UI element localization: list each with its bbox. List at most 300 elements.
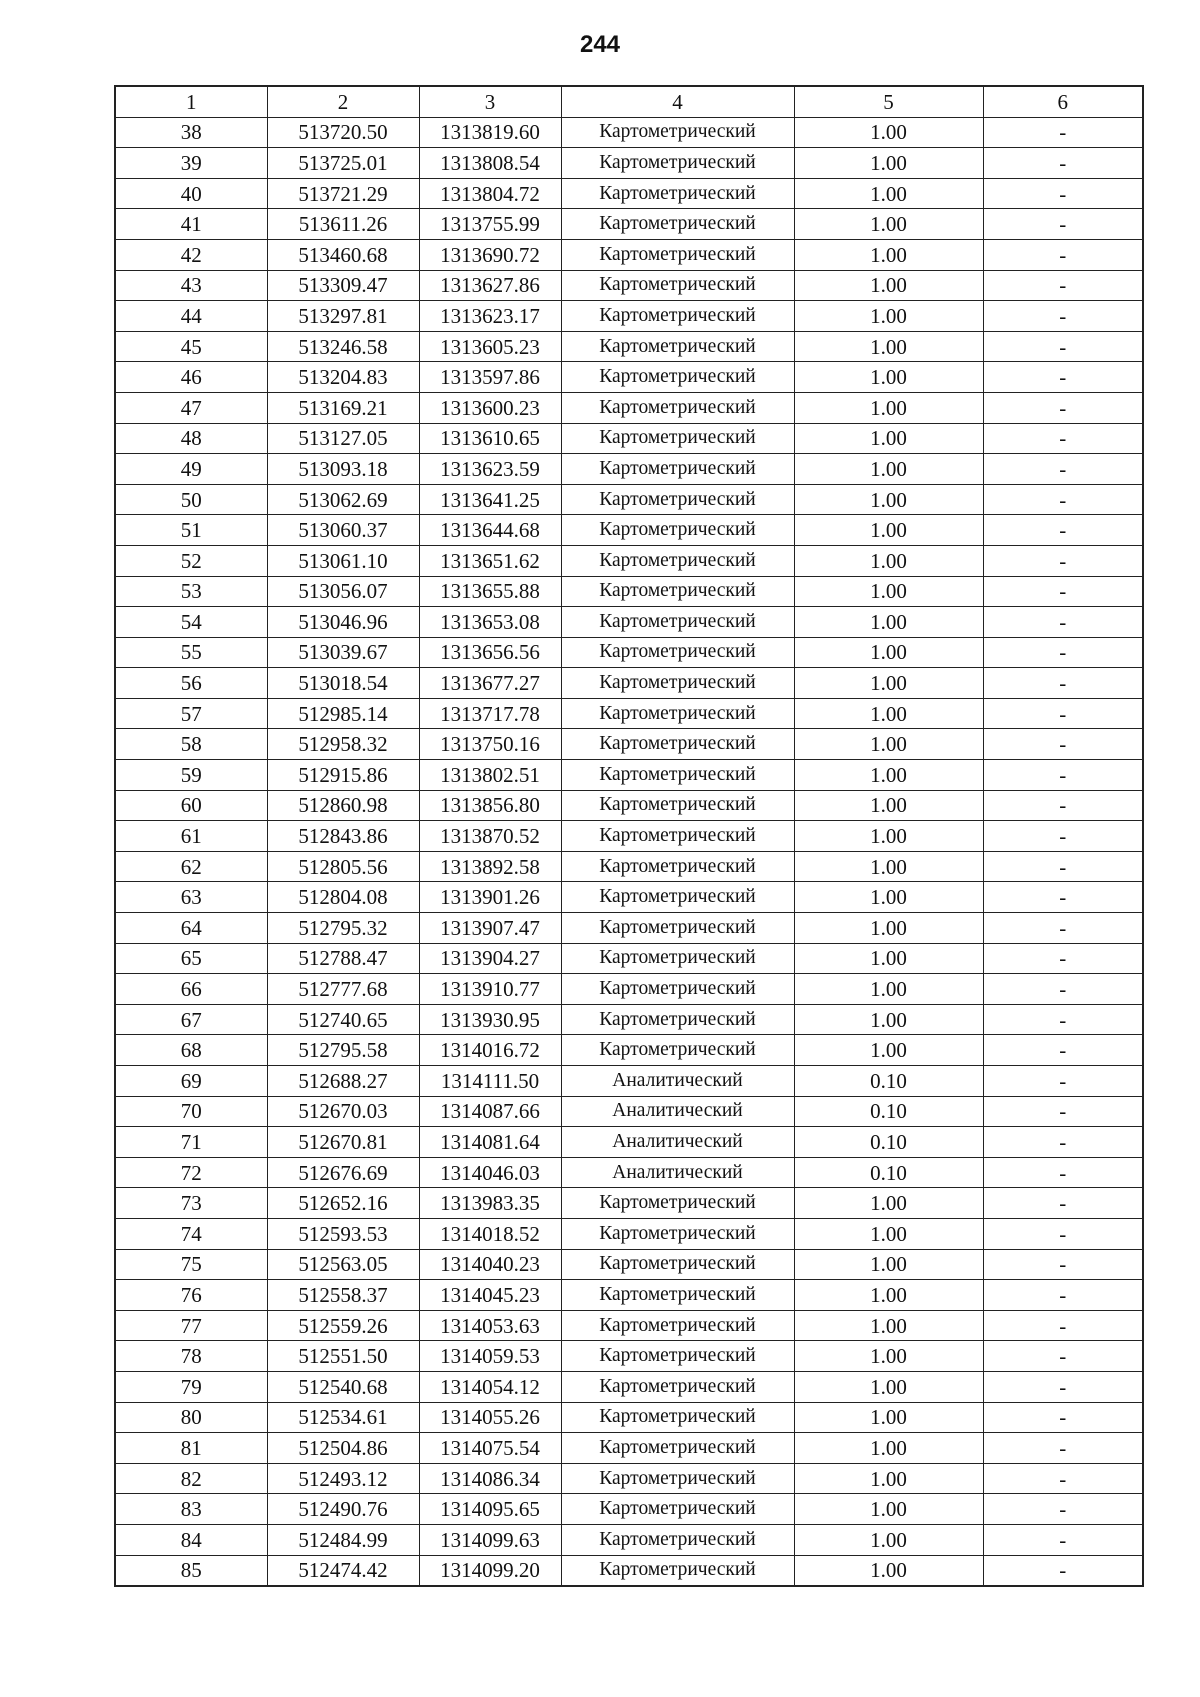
y-coordinate-cell: 1314095.65 xyxy=(419,1494,561,1525)
accuracy-cell: 1.00 xyxy=(794,239,983,270)
y-coordinate-cell: 1313653.08 xyxy=(419,607,561,638)
point-number-cell: 73 xyxy=(115,1188,267,1219)
point-number-cell: 45 xyxy=(115,331,267,362)
method-cell: Картометрический xyxy=(561,362,794,393)
accuracy-cell: 1.00 xyxy=(794,1035,983,1066)
point-number-cell: 49 xyxy=(115,454,267,485)
point-number-cell: 61 xyxy=(115,821,267,852)
accuracy-cell: 1.00 xyxy=(794,576,983,607)
x-coordinate-cell: 512795.32 xyxy=(267,913,419,944)
column-header: 6 xyxy=(983,86,1143,117)
note-cell: - xyxy=(983,607,1143,638)
y-coordinate-cell: 1313910.77 xyxy=(419,974,561,1005)
table-row xyxy=(115,851,1143,882)
y-coordinate-cell: 1313656.56 xyxy=(419,637,561,668)
note-cell: - xyxy=(983,637,1143,668)
table-row xyxy=(115,239,1143,270)
y-coordinate-cell: 1314099.63 xyxy=(419,1524,561,1555)
method-cell: Картометрический xyxy=(561,545,794,576)
coordinates-table xyxy=(114,85,1144,1587)
method-cell: Картометрический xyxy=(561,454,794,485)
x-coordinate-cell: 512593.53 xyxy=(267,1218,419,1249)
note-cell: - xyxy=(983,270,1143,301)
x-coordinate-cell: 512670.03 xyxy=(267,1096,419,1127)
y-coordinate-cell: 1313907.47 xyxy=(419,913,561,944)
table-row xyxy=(115,1035,1143,1066)
point-number-cell: 52 xyxy=(115,545,267,576)
method-cell: Картометрический xyxy=(561,178,794,209)
point-number-cell: 68 xyxy=(115,1035,267,1066)
table-row xyxy=(115,178,1143,209)
table-row xyxy=(115,607,1143,638)
table-row xyxy=(115,362,1143,393)
method-cell: Картометрический xyxy=(561,943,794,974)
method-cell: Картометрический xyxy=(561,1494,794,1525)
x-coordinate-cell: 512504.86 xyxy=(267,1433,419,1464)
point-number-cell: 43 xyxy=(115,270,267,301)
y-coordinate-cell: 1314059.53 xyxy=(419,1341,561,1372)
x-coordinate-cell: 513093.18 xyxy=(267,454,419,485)
method-cell: Картометрический xyxy=(561,607,794,638)
x-coordinate-cell: 512985.14 xyxy=(267,698,419,729)
table-row xyxy=(115,1218,1143,1249)
y-coordinate-cell: 1313819.60 xyxy=(419,117,561,148)
x-coordinate-cell: 513127.05 xyxy=(267,423,419,454)
x-coordinate-cell: 513460.68 xyxy=(267,239,419,270)
note-cell: - xyxy=(983,790,1143,821)
note-cell: - xyxy=(983,1066,1143,1097)
note-cell: - xyxy=(983,362,1143,393)
method-cell: Картометрический xyxy=(561,1463,794,1494)
table-row xyxy=(115,484,1143,515)
method-cell: Картометрический xyxy=(561,974,794,1005)
point-number-cell: 58 xyxy=(115,729,267,760)
column-header: 4 xyxy=(561,86,794,117)
method-cell: Картометрический xyxy=(561,148,794,179)
note-cell: - xyxy=(983,1280,1143,1311)
table-row xyxy=(115,1402,1143,1433)
note-cell: - xyxy=(983,698,1143,729)
y-coordinate-cell: 1314016.72 xyxy=(419,1035,561,1066)
accuracy-cell: 1.00 xyxy=(794,423,983,454)
table-row xyxy=(115,1433,1143,1464)
point-number-cell: 62 xyxy=(115,851,267,882)
table-row xyxy=(115,1280,1143,1311)
x-coordinate-cell: 512788.47 xyxy=(267,943,419,974)
accuracy-cell: 1.00 xyxy=(794,392,983,423)
note-cell: - xyxy=(983,1249,1143,1280)
note-cell: - xyxy=(983,117,1143,148)
y-coordinate-cell: 1313983.35 xyxy=(419,1188,561,1219)
note-cell: - xyxy=(983,760,1143,791)
y-coordinate-cell: 1314054.12 xyxy=(419,1371,561,1402)
accuracy-cell: 1.00 xyxy=(794,148,983,179)
point-number-cell: 40 xyxy=(115,178,267,209)
x-coordinate-cell: 513246.58 xyxy=(267,331,419,362)
note-cell: - xyxy=(983,392,1143,423)
x-coordinate-cell: 512540.68 xyxy=(267,1371,419,1402)
method-cell: Картометрический xyxy=(561,515,794,546)
accuracy-cell: 1.00 xyxy=(794,178,983,209)
x-coordinate-cell: 512563.05 xyxy=(267,1249,419,1280)
method-cell: Картометрический xyxy=(561,1218,794,1249)
table-row xyxy=(115,821,1143,852)
point-number-cell: 66 xyxy=(115,974,267,1005)
accuracy-cell: 1.00 xyxy=(794,913,983,944)
accuracy-cell: 1.00 xyxy=(794,362,983,393)
method-cell: Картометрический xyxy=(561,1188,794,1219)
point-number-cell: 65 xyxy=(115,943,267,974)
method-cell: Картометрический xyxy=(561,1524,794,1555)
y-coordinate-cell: 1313623.17 xyxy=(419,301,561,332)
note-cell: - xyxy=(983,1157,1143,1188)
accuracy-cell: 1.00 xyxy=(794,1249,983,1280)
accuracy-cell: 1.00 xyxy=(794,1004,983,1035)
table-row xyxy=(115,301,1143,332)
note-cell: - xyxy=(983,1524,1143,1555)
x-coordinate-cell: 513061.10 xyxy=(267,545,419,576)
table-row xyxy=(115,760,1143,791)
note-cell: - xyxy=(983,1402,1143,1433)
note-cell: - xyxy=(983,1494,1143,1525)
point-number-cell: 82 xyxy=(115,1463,267,1494)
note-cell: - xyxy=(983,729,1143,760)
y-coordinate-cell: 1313804.72 xyxy=(419,178,561,209)
point-number-cell: 78 xyxy=(115,1341,267,1372)
accuracy-cell: 1.00 xyxy=(794,1433,983,1464)
table-row xyxy=(115,943,1143,974)
x-coordinate-cell: 512795.58 xyxy=(267,1035,419,1066)
point-number-cell: 39 xyxy=(115,148,267,179)
accuracy-cell: 1.00 xyxy=(794,637,983,668)
method-cell: Картометрический xyxy=(561,698,794,729)
table-row xyxy=(115,1127,1143,1158)
note-cell: - xyxy=(983,1310,1143,1341)
point-number-cell: 75 xyxy=(115,1249,267,1280)
x-coordinate-cell: 513725.01 xyxy=(267,148,419,179)
x-coordinate-cell: 513309.47 xyxy=(267,270,419,301)
y-coordinate-cell: 1314040.23 xyxy=(419,1249,561,1280)
y-coordinate-cell: 1314099.20 xyxy=(419,1555,561,1586)
y-coordinate-cell: 1314046.03 xyxy=(419,1157,561,1188)
x-coordinate-cell: 512740.65 xyxy=(267,1004,419,1035)
accuracy-cell: 1.00 xyxy=(794,668,983,699)
accuracy-cell: 1.00 xyxy=(794,301,983,332)
x-coordinate-cell: 513062.69 xyxy=(267,484,419,515)
point-number-cell: 74 xyxy=(115,1218,267,1249)
point-number-cell: 77 xyxy=(115,1310,267,1341)
note-cell: - xyxy=(983,1341,1143,1372)
accuracy-cell: 1.00 xyxy=(794,790,983,821)
y-coordinate-cell: 1314045.23 xyxy=(419,1280,561,1311)
x-coordinate-cell: 513039.67 xyxy=(267,637,419,668)
note-cell: - xyxy=(983,301,1143,332)
method-cell: Картометрический xyxy=(561,301,794,332)
x-coordinate-cell: 512915.86 xyxy=(267,760,419,791)
accuracy-cell: 1.00 xyxy=(794,698,983,729)
note-cell: - xyxy=(983,668,1143,699)
x-coordinate-cell: 512860.98 xyxy=(267,790,419,821)
y-coordinate-cell: 1313901.26 xyxy=(419,882,561,913)
note-cell: - xyxy=(983,331,1143,362)
accuracy-cell: 1.00 xyxy=(794,760,983,791)
y-coordinate-cell: 1314086.34 xyxy=(419,1463,561,1494)
y-coordinate-cell: 1314075.54 xyxy=(419,1433,561,1464)
table-row xyxy=(115,1004,1143,1035)
note-cell: - xyxy=(983,1004,1143,1035)
x-coordinate-cell: 512652.16 xyxy=(267,1188,419,1219)
x-coordinate-cell: 512688.27 xyxy=(267,1066,419,1097)
table-row xyxy=(115,515,1143,546)
point-number-cell: 70 xyxy=(115,1096,267,1127)
point-number-cell: 63 xyxy=(115,882,267,913)
point-number-cell: 64 xyxy=(115,913,267,944)
accuracy-cell: 1.00 xyxy=(794,1463,983,1494)
method-cell: Картометрический xyxy=(561,790,794,821)
note-cell: - xyxy=(983,882,1143,913)
x-coordinate-cell: 512843.86 xyxy=(267,821,419,852)
point-number-cell: 53 xyxy=(115,576,267,607)
accuracy-cell: 1.00 xyxy=(794,117,983,148)
y-coordinate-cell: 1313623.59 xyxy=(419,454,561,485)
y-coordinate-cell: 1314055.26 xyxy=(419,1402,561,1433)
note-cell: - xyxy=(983,454,1143,485)
method-cell: Картометрический xyxy=(561,1341,794,1372)
point-number-cell: 47 xyxy=(115,392,267,423)
method-cell: Картометрический xyxy=(561,851,794,882)
accuracy-cell: 1.00 xyxy=(794,331,983,362)
method-cell: Картометрический xyxy=(561,821,794,852)
note-cell: - xyxy=(983,545,1143,576)
note-cell: - xyxy=(983,1188,1143,1219)
point-number-cell: 41 xyxy=(115,209,267,240)
point-number-cell: 72 xyxy=(115,1157,267,1188)
table-row xyxy=(115,1463,1143,1494)
table-row xyxy=(115,1188,1143,1219)
accuracy-cell: 1.00 xyxy=(794,484,983,515)
table-row xyxy=(115,1494,1143,1525)
y-coordinate-cell: 1313930.95 xyxy=(419,1004,561,1035)
method-cell: Картометрический xyxy=(561,1310,794,1341)
accuracy-cell: 1.00 xyxy=(794,882,983,913)
method-cell: Картометрический xyxy=(561,1555,794,1586)
point-number-cell: 85 xyxy=(115,1555,267,1586)
accuracy-cell: 1.00 xyxy=(794,1310,983,1341)
point-number-cell: 71 xyxy=(115,1127,267,1158)
point-number-cell: 76 xyxy=(115,1280,267,1311)
accuracy-cell: 1.00 xyxy=(794,1524,983,1555)
point-number-cell: 42 xyxy=(115,239,267,270)
note-cell: - xyxy=(983,1463,1143,1494)
table-row xyxy=(115,331,1143,362)
accuracy-cell: 1.00 xyxy=(794,1555,983,1586)
accuracy-cell: 0.10 xyxy=(794,1127,983,1158)
point-number-cell: 67 xyxy=(115,1004,267,1035)
x-coordinate-cell: 513169.21 xyxy=(267,392,419,423)
column-header: 2 xyxy=(267,86,419,117)
x-coordinate-cell: 513721.29 xyxy=(267,178,419,209)
table-row xyxy=(115,1249,1143,1280)
accuracy-cell: 1.00 xyxy=(794,1402,983,1433)
table-row xyxy=(115,790,1143,821)
method-cell: Аналитический xyxy=(561,1157,794,1188)
accuracy-cell: 0.10 xyxy=(794,1066,983,1097)
note-cell: - xyxy=(983,148,1143,179)
point-number-cell: 44 xyxy=(115,301,267,332)
table-row xyxy=(115,576,1143,607)
note-cell: - xyxy=(983,1218,1143,1249)
note-cell: - xyxy=(983,423,1143,454)
y-coordinate-cell: 1313644.68 xyxy=(419,515,561,546)
method-cell: Картометрический xyxy=(561,637,794,668)
note-cell: - xyxy=(983,1555,1143,1586)
method-cell: Картометрический xyxy=(561,760,794,791)
y-coordinate-cell: 1313605.23 xyxy=(419,331,561,362)
accuracy-cell: 1.00 xyxy=(794,1218,983,1249)
point-number-cell: 83 xyxy=(115,1494,267,1525)
y-coordinate-cell: 1313892.58 xyxy=(419,851,561,882)
table-row xyxy=(115,270,1143,301)
note-cell: - xyxy=(983,484,1143,515)
table-row xyxy=(115,729,1143,760)
accuracy-cell: 1.00 xyxy=(794,515,983,546)
accuracy-cell: 1.00 xyxy=(794,545,983,576)
x-coordinate-cell: 512670.81 xyxy=(267,1127,419,1158)
accuracy-cell: 1.00 xyxy=(794,454,983,485)
point-number-cell: 81 xyxy=(115,1433,267,1464)
x-coordinate-cell: 512777.68 xyxy=(267,974,419,1005)
method-cell: Картометрический xyxy=(561,1035,794,1066)
point-number-cell: 38 xyxy=(115,117,267,148)
method-cell: Картометрический xyxy=(561,668,794,699)
column-header: 3 xyxy=(419,86,561,117)
y-coordinate-cell: 1313755.99 xyxy=(419,209,561,240)
point-number-cell: 80 xyxy=(115,1402,267,1433)
y-coordinate-cell: 1313856.80 xyxy=(419,790,561,821)
table-row xyxy=(115,209,1143,240)
y-coordinate-cell: 1313627.86 xyxy=(419,270,561,301)
table-row xyxy=(115,148,1143,179)
table-row xyxy=(115,1341,1143,1372)
method-cell: Картометрический xyxy=(561,882,794,913)
x-coordinate-cell: 513056.07 xyxy=(267,576,419,607)
method-cell: Картометрический xyxy=(561,484,794,515)
note-cell: - xyxy=(983,1035,1143,1066)
y-coordinate-cell: 1313870.52 xyxy=(419,821,561,852)
y-coordinate-cell: 1313904.27 xyxy=(419,943,561,974)
table-row xyxy=(115,423,1143,454)
note-cell: - xyxy=(983,178,1143,209)
method-cell: Картометрический xyxy=(561,392,794,423)
accuracy-cell: 1.00 xyxy=(794,943,983,974)
table-row xyxy=(115,1096,1143,1127)
y-coordinate-cell: 1313597.86 xyxy=(419,362,561,393)
x-coordinate-cell: 512493.12 xyxy=(267,1463,419,1494)
point-number-cell: 54 xyxy=(115,607,267,638)
note-cell: - xyxy=(983,974,1143,1005)
table-row xyxy=(115,392,1143,423)
note-cell: - xyxy=(983,515,1143,546)
y-coordinate-cell: 1313677.27 xyxy=(419,668,561,699)
method-cell: Картометрический xyxy=(561,239,794,270)
table-row xyxy=(115,882,1143,913)
table-row xyxy=(115,1555,1143,1586)
y-coordinate-cell: 1313610.65 xyxy=(419,423,561,454)
table-row xyxy=(115,668,1143,699)
x-coordinate-cell: 512804.08 xyxy=(267,882,419,913)
y-coordinate-cell: 1314087.66 xyxy=(419,1096,561,1127)
y-coordinate-cell: 1314018.52 xyxy=(419,1218,561,1249)
method-cell: Картометрический xyxy=(561,423,794,454)
point-number-cell: 48 xyxy=(115,423,267,454)
note-cell: - xyxy=(983,821,1143,852)
x-coordinate-cell: 513204.83 xyxy=(267,362,419,393)
accuracy-cell: 1.00 xyxy=(794,209,983,240)
accuracy-cell: 1.00 xyxy=(794,607,983,638)
method-cell: Аналитический xyxy=(561,1066,794,1097)
x-coordinate-cell: 512676.69 xyxy=(267,1157,419,1188)
accuracy-cell: 1.00 xyxy=(794,974,983,1005)
note-cell: - xyxy=(983,1127,1143,1158)
table-row xyxy=(115,117,1143,148)
point-number-cell: 50 xyxy=(115,484,267,515)
accuracy-cell: 1.00 xyxy=(794,1371,983,1402)
x-coordinate-cell: 513046.96 xyxy=(267,607,419,638)
y-coordinate-cell: 1313600.23 xyxy=(419,392,561,423)
note-cell: - xyxy=(983,943,1143,974)
y-coordinate-cell: 1313802.51 xyxy=(419,760,561,791)
table-row xyxy=(115,454,1143,485)
point-number-cell: 55 xyxy=(115,637,267,668)
method-cell: Картометрический xyxy=(561,1402,794,1433)
x-coordinate-cell: 512958.32 xyxy=(267,729,419,760)
y-coordinate-cell: 1314081.64 xyxy=(419,1127,561,1158)
table-row xyxy=(115,1157,1143,1188)
point-number-cell: 84 xyxy=(115,1524,267,1555)
x-coordinate-cell: 513611.26 xyxy=(267,209,419,240)
accuracy-cell: 0.10 xyxy=(794,1157,983,1188)
accuracy-cell: 1.00 xyxy=(794,1188,983,1219)
note-cell: - xyxy=(983,1433,1143,1464)
point-number-cell: 60 xyxy=(115,790,267,821)
accuracy-cell: 1.00 xyxy=(794,821,983,852)
note-cell: - xyxy=(983,1096,1143,1127)
x-coordinate-cell: 512490.76 xyxy=(267,1494,419,1525)
method-cell: Картометрический xyxy=(561,209,794,240)
accuracy-cell: 1.00 xyxy=(794,1341,983,1372)
point-number-cell: 57 xyxy=(115,698,267,729)
y-coordinate-cell: 1313655.88 xyxy=(419,576,561,607)
method-cell: Картометрический xyxy=(561,1433,794,1464)
y-coordinate-cell: 1313651.62 xyxy=(419,545,561,576)
table-row xyxy=(115,698,1143,729)
note-cell: - xyxy=(983,239,1143,270)
note-cell: - xyxy=(983,913,1143,944)
method-cell: Картометрический xyxy=(561,270,794,301)
method-cell: Аналитический xyxy=(561,1096,794,1127)
method-cell: Картометрический xyxy=(561,576,794,607)
y-coordinate-cell: 1313690.72 xyxy=(419,239,561,270)
table-body xyxy=(115,117,1143,1586)
point-number-cell: 69 xyxy=(115,1066,267,1097)
table-row xyxy=(115,545,1143,576)
table-row xyxy=(115,1524,1143,1555)
x-coordinate-cell: 512805.56 xyxy=(267,851,419,882)
y-coordinate-cell: 1314053.63 xyxy=(419,1310,561,1341)
table-header-row xyxy=(115,86,1143,117)
table-row xyxy=(115,974,1143,1005)
table-row xyxy=(115,913,1143,944)
